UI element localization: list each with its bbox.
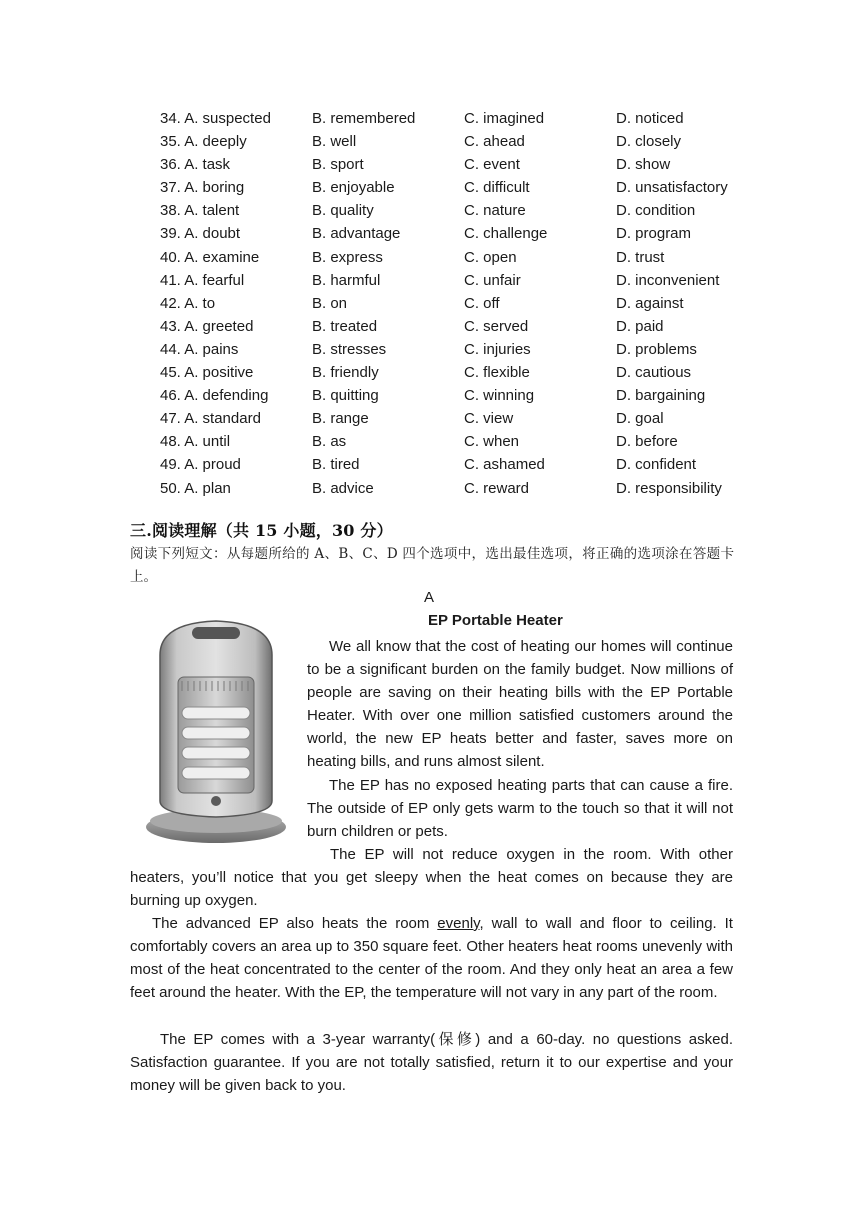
option-row: [160, 430, 746, 453]
option-c: C. view: [464, 410, 514, 428]
option-b: B. quality: [312, 202, 374, 220]
section-instruction: 阅读下列短文：从每题所给的 A、B、C、D 四个选项中，选出最佳选项，将正确的选项涂在答题卡上。: [130, 546, 734, 585]
option-q-a: 38. A. talent: [160, 202, 240, 220]
option-c: C. challenge: [464, 225, 548, 243]
option-c: C. winning: [464, 387, 535, 405]
option-b: B. enjoyable: [312, 179, 395, 197]
option-b: B. treated: [312, 317, 378, 335]
option-b: B. friendly: [312, 364, 379, 382]
option-c: C. imagined: [464, 110, 545, 127]
option-q-a: 40. A. examine: [160, 248, 260, 266]
option-c: C. when: [464, 433, 520, 451]
option-q-a: 50. A. plan: [160, 479, 231, 497]
option-row: [160, 292, 746, 315]
option-d: D. unsatisfactory: [616, 179, 728, 197]
option-q-a: 44. A. pains: [160, 340, 239, 358]
space-heater-image: [140, 615, 292, 847]
option-q-a: 35. A. deeply: [160, 133, 247, 151]
passage-letter: A: [424, 589, 435, 606]
option-row: [160, 361, 746, 384]
option-b: B. remembered: [312, 110, 416, 127]
option-b: B. stresses: [312, 340, 387, 358]
option-b: B. as: [312, 433, 347, 451]
option-d: D. show: [616, 156, 671, 174]
section-heading: 三.阅读理解（共 15 小题，30 分）: [130, 521, 393, 540]
option-b: B. express: [312, 248, 383, 266]
passage-paragraph-2: The EP has no exposed heating parts that can cause a fire. The outside of EP only gets warm to the touch so that it will not burn children or pets.: [307, 777, 733, 841]
option-row: [160, 338, 746, 361]
option-c: C. difficult: [464, 179, 530, 197]
option-row: [160, 407, 746, 430]
option-d: D. problems: [616, 340, 697, 358]
option-q-a: 36. A. task: [160, 156, 231, 174]
option-b: B. quitting: [312, 387, 379, 405]
option-d: D. condition: [616, 202, 696, 220]
option-row: [160, 477, 746, 500]
option-q-a: 45. A. positive: [160, 364, 254, 382]
option-q-a: 37. A. boring: [160, 179, 245, 197]
option-c: C. event: [464, 156, 520, 174]
option-d: D. trust: [616, 248, 665, 266]
passage-title: EP Portable Heater: [428, 612, 563, 629]
option-c: C. served: [464, 317, 529, 335]
option-d: D. cautious: [616, 364, 692, 382]
option-c: C. flexible: [464, 364, 530, 382]
option-b: B. well: [312, 133, 357, 151]
option-q-a: 43. A. greeted: [160, 317, 254, 335]
passage-paragraph-5: The EP comes with a 3-year warranty(保修) and a 60-day. no questions asked. Satisfaction guarantee. If you are not totally satisfied, return it to our expertise and your money will be given back to you.: [130, 1031, 733, 1095]
option-q-a: 47. A. standard: [160, 410, 261, 428]
option-q-a: 41. A. fearful: [160, 271, 245, 289]
option-b: B. range: [312, 410, 369, 428]
option-row: [160, 315, 746, 338]
option-d: D. closely: [616, 133, 682, 151]
option-q-a: 49. A. proud: [160, 456, 241, 474]
option-row: [160, 153, 746, 176]
option-q-a: 42. A. to: [160, 294, 216, 312]
option-d: D. goal: [616, 410, 664, 428]
option-c: C. nature: [464, 202, 526, 220]
option-row: [160, 199, 746, 222]
option-d: D. noticed: [616, 110, 684, 127]
option-q-a: 39. A. doubt: [160, 225, 241, 243]
option-q-a: 34. A. suspected: [160, 110, 271, 127]
option-b: B. advice: [312, 479, 374, 497]
option-b: B. on: [312, 294, 348, 312]
option-c: C. unfair: [464, 271, 521, 289]
option-d: D. paid: [616, 317, 664, 335]
option-row: [160, 269, 746, 292]
option-d: D. responsibility: [616, 479, 722, 497]
option-d: D. inconvenient: [616, 271, 720, 289]
option-b: B. tired: [312, 456, 360, 474]
option-b: B. harmful: [312, 271, 381, 289]
option-d: D. before: [616, 433, 678, 451]
option-row: [160, 130, 746, 153]
option-d: D. confident: [616, 456, 697, 474]
option-c: C. ashamed: [464, 456, 545, 474]
option-row: [160, 453, 746, 476]
option-q-a: 46. A. defending: [160, 387, 269, 405]
option-c: C. off: [464, 294, 500, 312]
option-row: [160, 384, 746, 407]
option-row: [160, 107, 746, 130]
underlined-word: evenly: [437, 915, 480, 932]
option-d: D. against: [616, 294, 684, 312]
option-c: C. injuries: [464, 340, 531, 358]
option-row: [160, 176, 746, 199]
option-c: C. open: [464, 248, 517, 266]
passage-paragraph-1: We all know that the cost of heating our homes will continue to be a significant burden on the family budget. Now millions of people are saving on their heating bills with the EP Portable Heater. With over one million satisfied customers around the world, the new EP heats better and faster, saves more on heating bills, and runs almost silent.: [307, 638, 733, 771]
option-q-a: 48. A. until: [160, 433, 231, 451]
option-d: D. bargaining: [616, 387, 706, 405]
option-row: [160, 246, 746, 269]
option-b: B. advantage: [312, 225, 401, 243]
option-b: B. sport: [312, 156, 364, 174]
option-d: D. program: [616, 225, 692, 243]
option-c: C. ahead: [464, 133, 525, 151]
answer-options-table: [160, 107, 746, 500]
option-row: [160, 222, 746, 245]
option-c: C. reward: [464, 479, 530, 497]
passage-paragraph-4: The advanced EP also heats the room evenly, wall to wall and floor to ceiling. It comfortably covers an area up to 350 square feet. Other heaters heat rooms unevenly with most of the heat concentrated to the center of the room. And they only heat an area a few feet around the heater. With the EP, the temperature will not vary in any part of the room.: [130, 915, 733, 1002]
passage-paragraph-3: The EP will not reduce oxygen in the room. With other heaters, you’ll notice that you get sleepy when the heat comes on because they are burning up oxygen.: [130, 846, 733, 910]
